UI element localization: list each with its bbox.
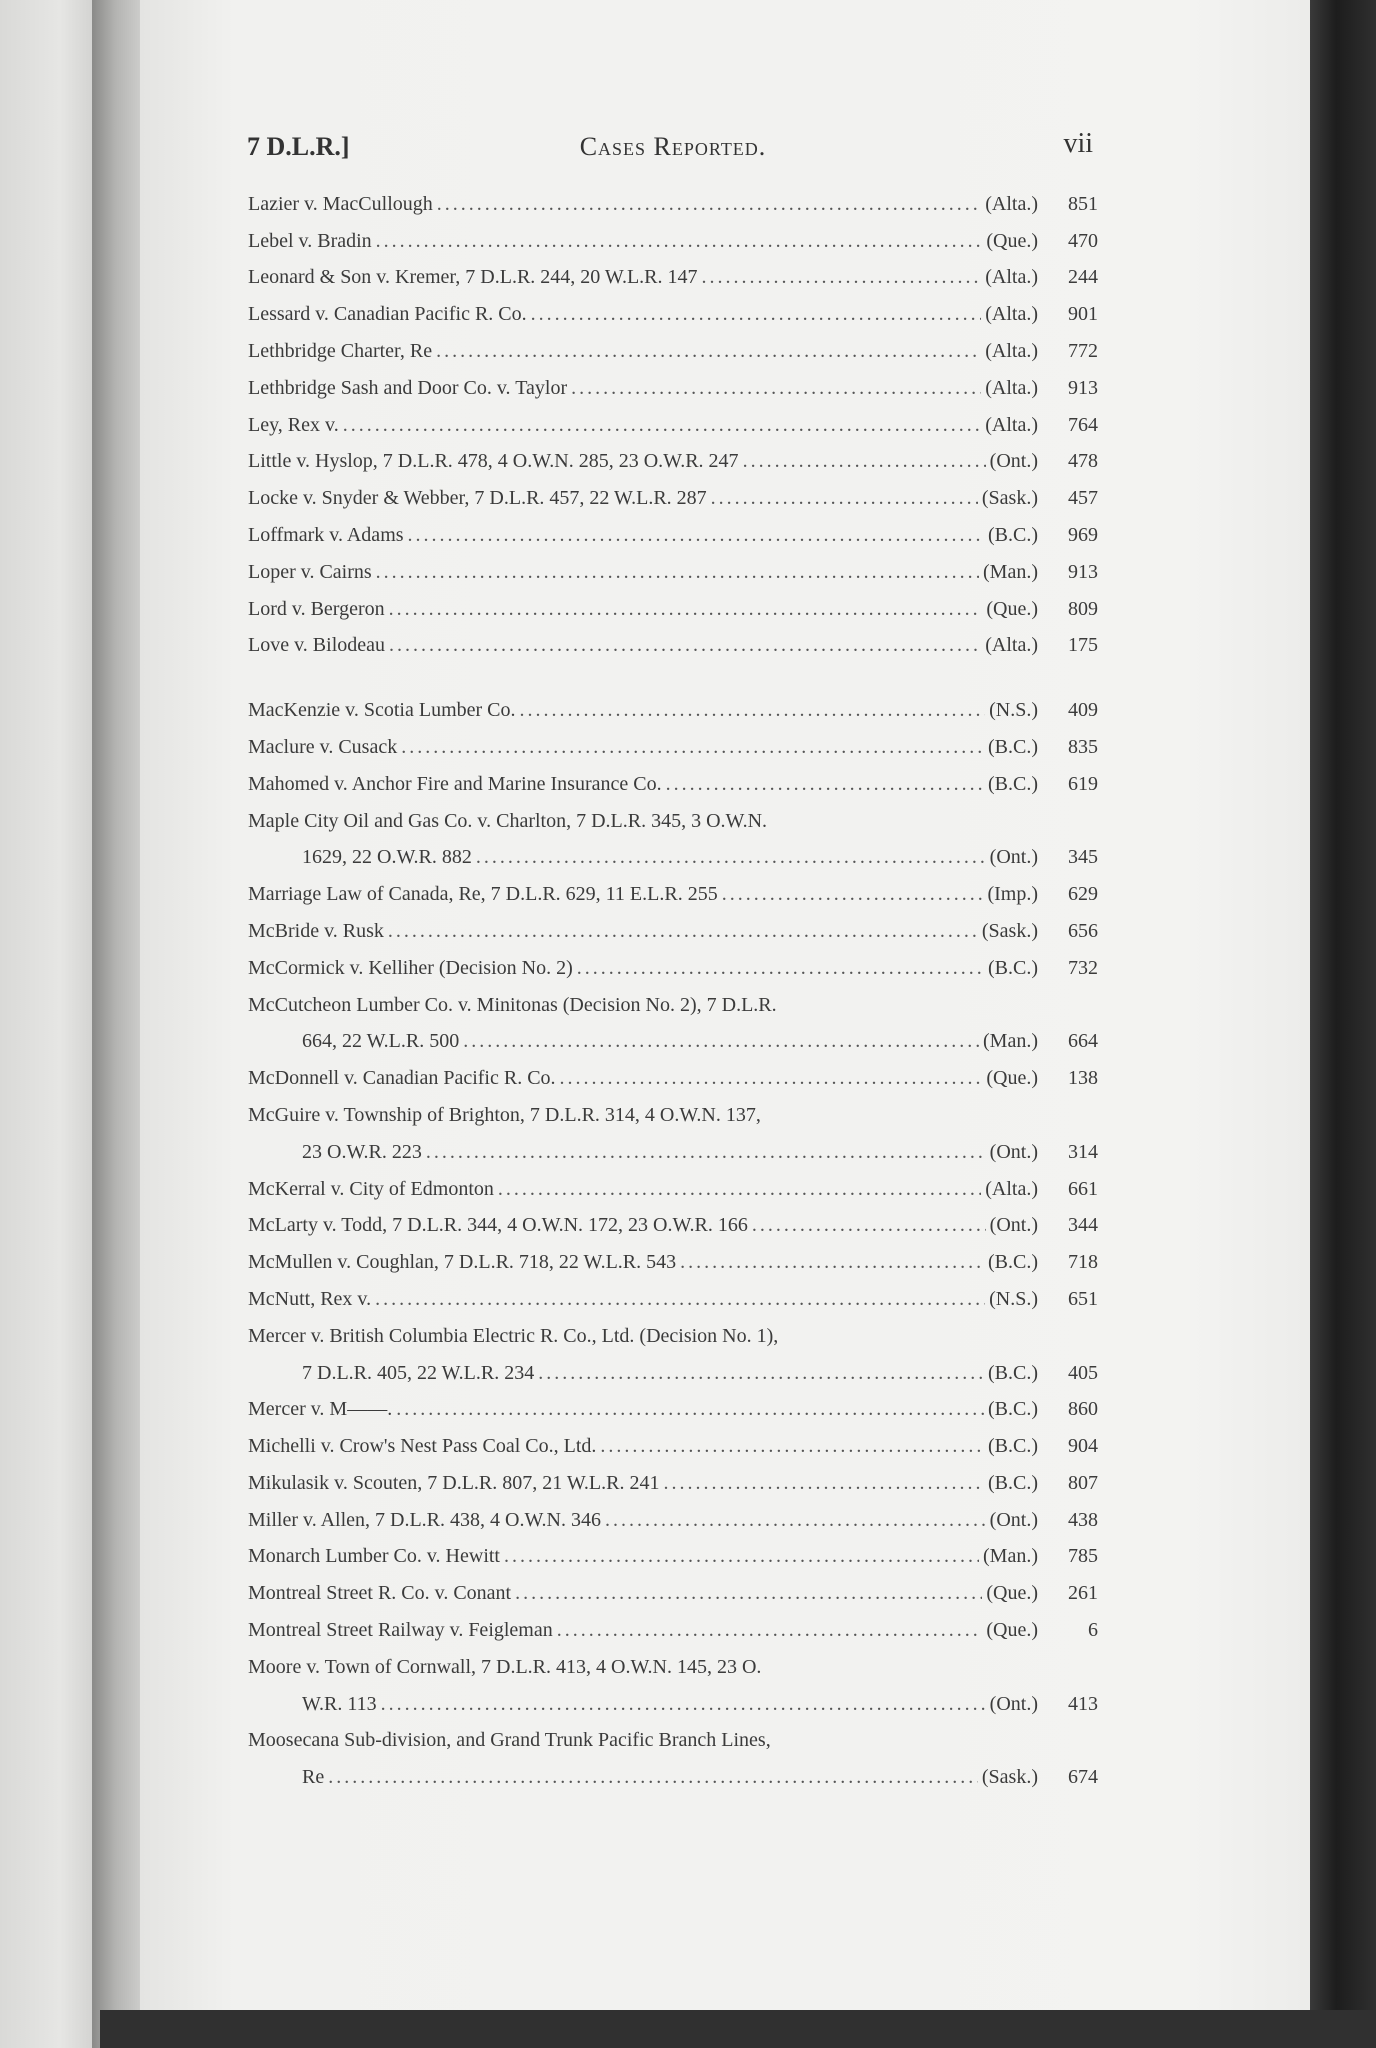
court-label: (Ont.) (989, 1214, 1038, 1237)
case-name: McLarty v. Todd, 7 D.L.R. 344, 4 O.W.N. 172, 23 O.W.R. 166 (248, 1214, 748, 1237)
court-label: (B.C.) (988, 735, 1038, 758)
case-name: Mercer v. M——. (248, 1398, 393, 1421)
page-ref: 261 (1068, 1582, 1098, 1605)
case-name: Marriage Law of Canada, Re, 7 D.L.R. 629, 11 E.L.R. 255 (248, 883, 718, 906)
page-ref: 913 (1068, 560, 1098, 583)
court-label: (Ont.) (989, 846, 1038, 869)
case-name: Moosecana Sub-division, and Grand Trunk Pacific Branch Lines, (248, 1729, 771, 1752)
dot-leader (557, 1619, 983, 1642)
dot-leader (389, 598, 983, 621)
dot-leader (571, 377, 981, 400)
running-header (247, 128, 1099, 168)
court-label: (Que.) (986, 597, 1038, 620)
court-label: (Alta.) (985, 339, 1038, 362)
court-label: (B.C.) (988, 1361, 1038, 1384)
case-name: Michelli v. Crow's Nest Pass Coal Co., Ltd. (248, 1435, 597, 1458)
court-label: (B.C.) (988, 772, 1038, 795)
page-ref: 470 (1068, 229, 1098, 252)
volume-label: 7 D.L.R.] (247, 132, 350, 161)
court-label: (Man.) (983, 1030, 1038, 1053)
court-label: (Ont.) (989, 1140, 1038, 1163)
court-label: (Ont.) (989, 450, 1038, 473)
page-ref: 413 (1068, 1692, 1098, 1715)
case-name: Montreal Street Railway v. Feigleman (248, 1619, 553, 1642)
book-cover-edge (1310, 0, 1376, 2048)
dot-leader (722, 883, 984, 906)
court-label: (N.S.) (989, 699, 1038, 722)
case-name: Mercer v. British Columbia Electric R. Co., Ltd. (Decision No. 1), (248, 1324, 779, 1347)
court-label: (Sask.) (981, 1766, 1038, 1789)
case-entry (248, 912, 1098, 949)
case-entry (248, 1096, 1098, 1133)
case-entry-continuation (248, 1023, 1098, 1060)
facing-page (0, 0, 100, 2048)
dot-leader (504, 1545, 979, 1568)
case-entry (248, 691, 1098, 728)
case-entry-continuation (248, 1758, 1098, 1795)
court-label: (B.C.) (988, 1251, 1038, 1274)
dot-leader (702, 266, 982, 289)
case-entry-continuation (248, 1685, 1098, 1722)
case-name: Lethbridge Charter, Re (248, 339, 433, 362)
page-ref: 969 (1068, 523, 1098, 546)
dot-leader (515, 1582, 982, 1605)
court-label: (Alta.) (985, 1177, 1038, 1200)
case-entry (248, 949, 1098, 986)
dot-leader (498, 1178, 981, 1201)
court-label: (Alta.) (985, 413, 1038, 436)
case-entry (248, 765, 1098, 802)
case-entry (248, 802, 1098, 839)
dot-leader (752, 1214, 986, 1237)
dot-leader (531, 303, 982, 326)
dot-leader (463, 1030, 979, 1053)
dot-leader (663, 1472, 984, 1495)
bottom-edge (100, 2010, 1376, 2048)
dot-leader (389, 634, 981, 657)
case-entry (248, 295, 1098, 332)
dot-leader (376, 230, 983, 253)
dot-leader (375, 1288, 985, 1311)
court-label: (B.C.) (988, 956, 1038, 979)
page-ref: 344 (1068, 1214, 1098, 1237)
page-ref: 405 (1068, 1361, 1098, 1384)
case-name: Loper v. Cairns (248, 560, 372, 583)
case-name: McKerral v. City of Edmonton (248, 1177, 494, 1200)
case-entry-continuation (248, 839, 1098, 876)
case-name: Lord v. Bergeron (248, 597, 385, 620)
page-ref: 772 (1068, 339, 1098, 362)
dot-leader (476, 846, 986, 869)
page-ref: 457 (1068, 487, 1098, 510)
page-ref: 345 (1068, 846, 1098, 869)
case-name: McBride v. Rusk (248, 919, 384, 942)
page-ref: 478 (1068, 450, 1098, 473)
page-ref: 651 (1068, 1287, 1098, 1310)
case-name: Mahomed v. Anchor Fire and Marine Insurance Co. (248, 772, 662, 795)
page-ref: 438 (1068, 1508, 1098, 1531)
case-entry (248, 1501, 1098, 1538)
dot-leader (376, 561, 979, 584)
court-label: (Man.) (983, 560, 1038, 583)
court-label: (Sask.) (981, 919, 1038, 942)
case-name: McNutt, Rex v. (248, 1287, 372, 1310)
case-entry (248, 479, 1098, 516)
case-name: Monarch Lumber Co. v. Hewitt (248, 1545, 500, 1568)
case-name-continuation: 7 D.L.R. 405, 22 W.L.R. 234 (302, 1361, 535, 1384)
case-name: Lazier v. MacCullough (248, 192, 433, 215)
page-ref: 175 (1068, 634, 1098, 657)
case-entry (248, 1170, 1098, 1207)
page-ref: 619 (1068, 772, 1098, 795)
court-label: (Ont.) (989, 1692, 1038, 1715)
page-ref: 913 (1068, 376, 1098, 399)
case-name: McCutcheon Lumber Co. v. Minitonas (Decision No. 2), 7 D.L.R. (248, 993, 777, 1016)
dot-leader (436, 340, 981, 363)
case-entry (248, 1464, 1098, 1501)
case-list (248, 185, 1098, 1795)
case-name: McCormick v. Kelliher (Decision No. 2) (248, 956, 573, 979)
court-label: (Que.) (986, 1067, 1038, 1090)
case-entry (248, 1574, 1098, 1611)
court-label: (Alta.) (985, 192, 1038, 215)
dot-leader (743, 450, 986, 473)
dot-leader (343, 414, 982, 437)
case-entry (248, 259, 1098, 296)
court-label: (B.C.) (988, 1435, 1038, 1458)
dot-leader (401, 736, 984, 759)
page-ref: 851 (1068, 192, 1098, 215)
court-label: (B.C.) (988, 523, 1038, 546)
case-entry (248, 728, 1098, 765)
dot-leader (560, 1067, 983, 1090)
case-name: McGuire v. Township of Brighton, 7 D.L.R. 314, 4 O.W.N. 137, (248, 1103, 761, 1126)
court-label: (Alta.) (985, 266, 1038, 289)
case-name-continuation: 23 O.W.R. 223 (302, 1140, 422, 1163)
case-name: Leonard & Son v. Kremer, 7 D.L.R. 244, 20 W.L.R. 147 (248, 266, 698, 289)
page-ref: 732 (1068, 956, 1098, 979)
page-ref: 835 (1068, 735, 1098, 758)
case-name: Mikulasik v. Scouten, 7 D.L.R. 807, 21 W.L.R. 241 (248, 1471, 660, 1494)
dot-leader (666, 773, 984, 796)
case-entry (248, 369, 1098, 406)
case-name: MacKenzie v. Scotia Lumber Co. (248, 699, 516, 722)
court-label: (Imp.) (987, 883, 1038, 906)
dot-leader (520, 699, 986, 722)
case-entry-continuation (248, 1354, 1098, 1391)
dot-leader (680, 1251, 984, 1274)
case-entry (248, 443, 1098, 480)
dot-leader (605, 1509, 986, 1532)
court-label: (Ont.) (989, 1508, 1038, 1531)
dot-leader (437, 193, 981, 216)
case-entry (248, 553, 1098, 590)
page-ref: 860 (1068, 1398, 1098, 1421)
case-entry (248, 1611, 1098, 1648)
dot-leader (426, 1141, 986, 1164)
case-entry (248, 1391, 1098, 1428)
page-ref: 674 (1068, 1766, 1098, 1789)
dot-leader (328, 1766, 978, 1789)
case-name: Lebel v. Bradin (248, 229, 372, 252)
page-ref: 138 (1068, 1067, 1098, 1090)
dot-leader (538, 1362, 984, 1385)
case-name: Locke v. Snyder & Webber, 7 D.L.R. 457, 22 W.L.R. 287 (248, 487, 707, 510)
case-name: Lethbridge Sash and Door Co. v. Taylor (248, 376, 568, 399)
case-entry (248, 627, 1098, 664)
case-name: Little v. Hyslop, 7 D.L.R. 478, 4 O.W.N. 285, 23 O.W.R. 247 (248, 450, 739, 473)
dot-leader (711, 487, 978, 510)
page-ref: 809 (1068, 597, 1098, 620)
case-name: Ley, Rex v. (248, 413, 339, 436)
case-entry (248, 1427, 1098, 1464)
page-ref: 629 (1068, 883, 1098, 906)
case-entry (248, 1317, 1098, 1354)
court-label: (Que.) (986, 229, 1038, 252)
case-name: McDonnell v. Canadian Pacific R. Co. (248, 1067, 556, 1090)
case-entry (248, 516, 1098, 553)
page-ref: 314 (1068, 1140, 1098, 1163)
case-name: Maple City Oil and Gas Co. v. Charlton, 7 D.L.R. 345, 3 O.W.N. (248, 809, 768, 832)
case-name: Loffmark v. Adams (248, 523, 404, 546)
page-ref: 664 (1068, 1030, 1098, 1053)
case-name: Maclure v. Cusack (248, 735, 398, 758)
case-entry (248, 1280, 1098, 1317)
case-entry (248, 875, 1098, 912)
dot-leader (381, 1693, 986, 1716)
case-name-continuation: W.R. 113 (302, 1692, 377, 1715)
page-ref: 6 (1088, 1619, 1098, 1642)
court-label: (Sask.) (981, 487, 1038, 510)
court-label: (Alta.) (985, 634, 1038, 657)
dot-leader (600, 1435, 984, 1458)
case-entry (248, 1059, 1098, 1096)
court-label: (B.C.) (988, 1471, 1038, 1494)
page-ref: 409 (1068, 699, 1098, 722)
page-ref: 901 (1068, 303, 1098, 326)
dot-leader (408, 524, 984, 547)
dot-leader (388, 920, 978, 943)
page-ref: 718 (1068, 1251, 1098, 1274)
page-number: vii (1063, 128, 1093, 159)
court-label: (Alta.) (985, 303, 1038, 326)
court-label: (Que.) (986, 1619, 1038, 1642)
page-ref: 661 (1068, 1177, 1098, 1200)
case-entry (248, 1722, 1098, 1759)
case-name-continuation: 1629, 22 O.W.R. 882 (302, 846, 472, 869)
court-label: (Man.) (983, 1545, 1038, 1568)
case-entry (248, 222, 1098, 259)
page-ref: 656 (1068, 919, 1098, 942)
case-name: Moore v. Town of Cornwall, 7 D.L.R. 413, 4 O.W.N. 145, 23 O. (248, 1655, 762, 1678)
court-label: (B.C.) (988, 1398, 1038, 1421)
court-label: (Que.) (986, 1582, 1038, 1605)
case-entry (248, 590, 1098, 627)
dot-leader (396, 1398, 984, 1421)
case-name: McMullen v. Coughlan, 7 D.L.R. 718, 22 W.L.R. 543 (248, 1251, 677, 1274)
page-ref: 904 (1068, 1435, 1098, 1458)
page-ref: 764 (1068, 413, 1098, 436)
page-ref: 785 (1068, 1545, 1098, 1568)
case-entry (248, 1243, 1098, 1280)
case-name: Miller v. Allen, 7 D.L.R. 438, 4 O.W.N. 346 (248, 1508, 601, 1531)
dot-leader (577, 957, 984, 980)
case-name-continuation: Re (302, 1766, 325, 1789)
case-entry-continuation (248, 1133, 1098, 1170)
case-entry (248, 1207, 1098, 1244)
court-label: (N.S.) (989, 1287, 1038, 1310)
case-entry (248, 986, 1098, 1023)
case-name: Montreal Street R. Co. v. Conant (248, 1582, 512, 1605)
page-ref: 244 (1068, 266, 1098, 289)
case-entry (248, 185, 1098, 222)
case-entry (248, 1648, 1098, 1685)
page-ref: 807 (1068, 1471, 1098, 1494)
case-name: Love v. Bilodeau (248, 634, 386, 657)
section-spacer (248, 663, 1098, 691)
case-name-continuation: 664, 22 W.L.R. 500 (302, 1030, 460, 1053)
page-title: Cases Reported. (579, 132, 767, 161)
case-entry (248, 332, 1098, 369)
case-entry (248, 406, 1098, 443)
case-name: Lessard v. Canadian Pacific R. Co. (248, 303, 527, 326)
case-entry (248, 1538, 1098, 1575)
court-label: (Alta.) (985, 376, 1038, 399)
